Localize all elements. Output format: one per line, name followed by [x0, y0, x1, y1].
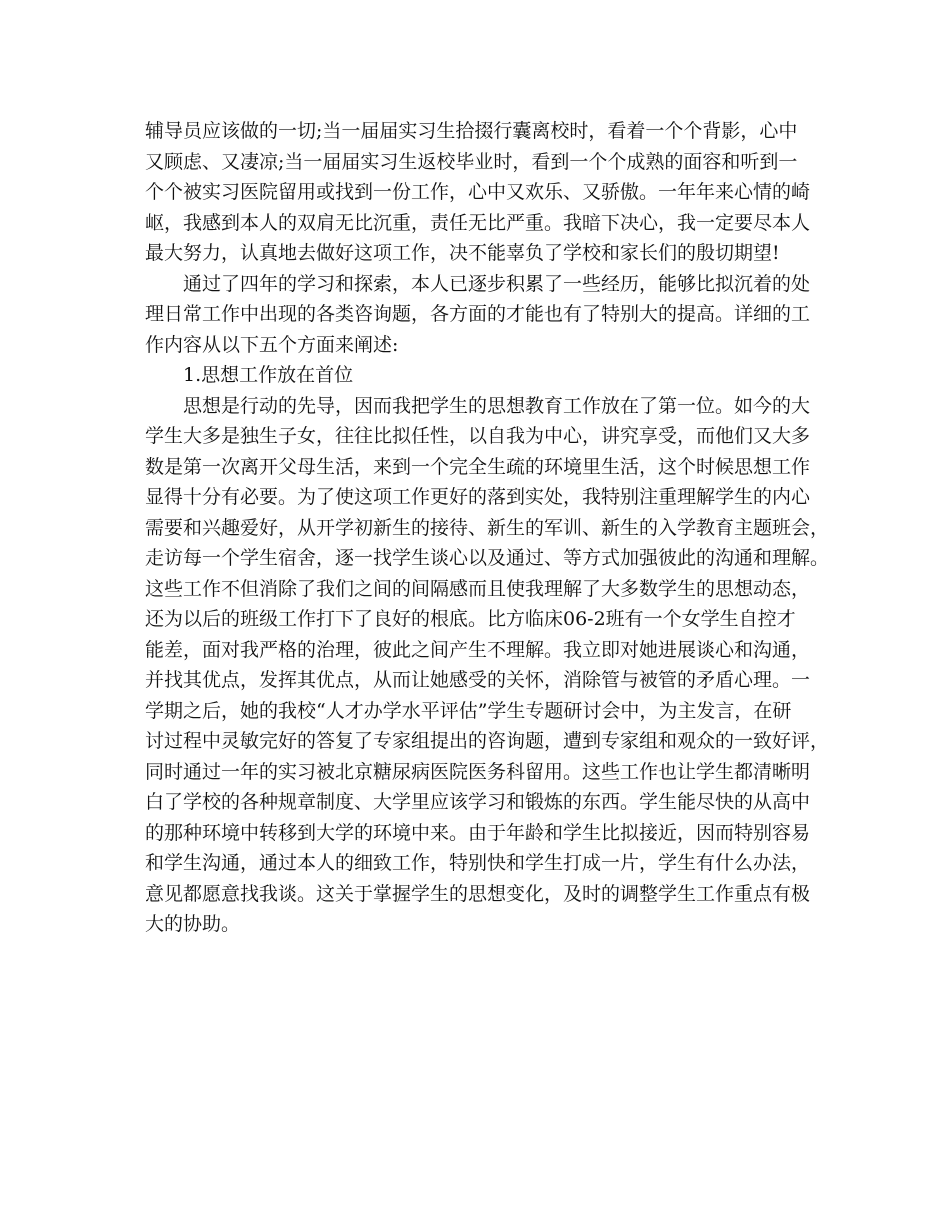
text-line: 需要和兴趣爱好，从开学初新生的接待、新生的军训、新生的入学教育主题班会， — [145, 516, 830, 539]
text-line: 讨过程中灵敏完好的答复了专家组提出的咨询题，遭到专家组和观众的一致好评， — [145, 730, 830, 752]
text-line: 和学生沟通，通过本人的细致工作，特别快和学生打成一片，学生有什么办法， — [145, 852, 811, 874]
text-line: 通过了四年的学习和探索，本人已逐步积累了一些经历，能够比拟沉着的处 — [183, 272, 811, 295]
document-body-text — [145, 116, 830, 940]
text-line: 学生大多是独生子女，往往比拟任性，以自我为中心，讲究享受，而他们又大多 — [145, 425, 811, 447]
text-line: 走访每一个学生宿舍，逐一找学生谈心以及通过、等方式加强彼此的沟通和理解。 — [145, 547, 830, 569]
text-line: 理日常工作中出现的各类咨询题，各方面的才能也有了特别大的提高。详细的工 — [145, 303, 811, 325]
text-line: 意见都愿意找我谈。这关于掌握学生的思想变化，及时的调整学生工作重点有极 — [145, 882, 811, 905]
text-line: 能差，面对我严格的治理，彼此之间产生不理解。我立即对她进展谈心和沟通， — [145, 638, 811, 661]
text-line: 学期之后，她的我校“人才办学水平评估”学生专题研讨会中，为主发言，在研 — [145, 699, 792, 722]
text-line: 辅导员应该做的一切;当一届届实习生拾掇行囊离校时，看着一个个背影，心中 — [145, 120, 798, 142]
text-line: 1.思想工作放在首位 — [183, 364, 354, 386]
text-line: 白了学校的各种规章制度、大学里应该学习和锻炼的东西。学生能尽快的从高中 — [145, 791, 811, 813]
text-line: 个个被实习医院留用或找到一份工作，心中又欢乐、又骄傲。一年年来心情的崎 — [145, 181, 811, 203]
text-line: 数是第一次离开父母生活，来到一个完全生疏的环境里生活，这个时候思想工作 — [145, 455, 811, 478]
text-line: 作内容从以下五个方面来阐述: — [145, 333, 399, 356]
text-line: 显得十分有必要。为了使这项工作更好的落到实处，我特别注重理解学生的内心 — [145, 486, 811, 508]
text-line: 岖，我感到本人的双肩无比沉重，责任无比严重。我暗下决心，我一定要尽本人 — [145, 211, 811, 234]
text-line: 最大努力，认真地去做好这项工作，决不能辜负了学校和家长们的殷切期望! — [145, 242, 780, 264]
text-line: 同时通过一年的实习被北京糖尿病医院医务科留用。这些工作也让学生都清晰明 — [145, 760, 811, 783]
text-line: 的那种环境中转移到大学的环境中来。由于年龄和学生比拟接近，因而特别容易 — [145, 821, 811, 844]
text-line: 这些工作不但消除了我们之间的间隔感而且使我理解了大多数学生的思想动态， — [145, 577, 811, 600]
text-line: 大的协助。 — [145, 913, 241, 935]
text-line: 还为以后的班级工作打下了良好的根底。比方临床06-2班有一个女学生自控才 — [145, 608, 796, 630]
text-line: 思想是行动的先导，因而我把学生的思想教育工作放在了第一位。如今的大 — [183, 394, 811, 417]
text-line: 并找其优点，发挥其优点，从而让她感受的关怀，消除管与被管的矛盾心理。一 — [145, 669, 811, 691]
text-line: 又顾虑、又凄凉;当一届届实习生返校毕业时，看到一个个成熟的面容和听到一 — [145, 150, 798, 173]
